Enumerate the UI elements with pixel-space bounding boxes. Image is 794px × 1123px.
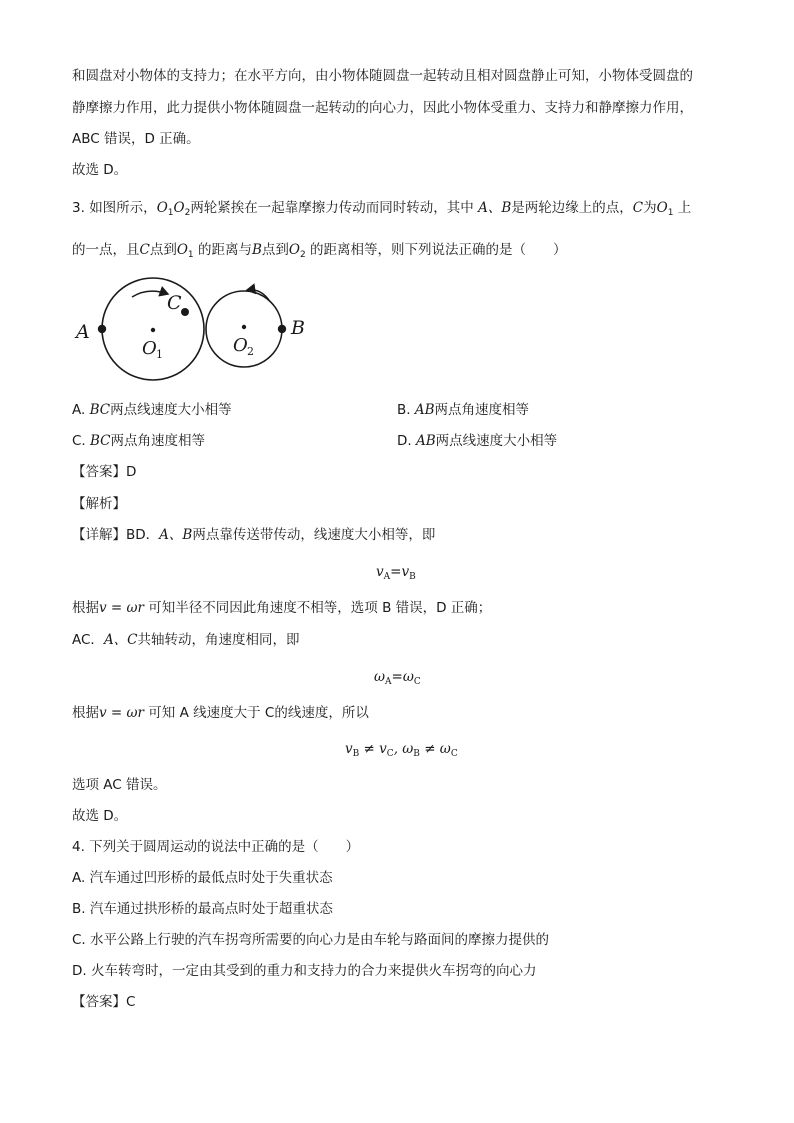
q3-conclusion: 故选 D。	[72, 808, 128, 824]
rotation-arrow-o1	[132, 291, 168, 297]
label-o2: O	[233, 335, 248, 356]
q3-option-d[interactable]: D. AB两点线速度大小相等	[397, 433, 558, 449]
q4-answer: 【答案】C	[72, 994, 136, 1010]
q3-detail-line-3: AC．A、C共轴转动，角速度相同，即	[72, 632, 300, 648]
svg-text:2: 2	[247, 345, 254, 358]
label-b: B	[291, 317, 305, 339]
q4-option-b[interactable]: B. 汽车通过拱形桥的最高点时处于超重状态	[72, 901, 333, 917]
q4-option-a[interactable]: A. 汽车通过凹形桥的最低点时处于失重状态	[72, 870, 333, 886]
q3-stem-line-2: 的一点，且C点到$O_1$ 的距离与B点到$O_2$ 的距离相等，则下列说法正确的是（ ）	[72, 242, 567, 260]
point-c	[181, 308, 189, 316]
q3-number: 3.	[72, 200, 85, 216]
q3-equation-inequalities: $v_B \ne v_C$, $\omega_B \ne \omega_C$	[345, 741, 458, 759]
q3-detail-line-1: 【详解】BD．A、B两点靠传送带传动，线速度大小相等，即	[72, 527, 436, 543]
q3-option-c[interactable]: C. BC两点角速度相等	[72, 433, 206, 449]
q3-analysis-heading: 【解析】	[72, 496, 126, 512]
label-o1: O	[142, 338, 157, 359]
q3-figure-two-wheels	[72, 272, 332, 392]
q3-detail-line-5: 选项 AC 错误。	[72, 777, 167, 793]
svg-text:1: 1	[156, 348, 163, 361]
center-o1	[151, 328, 155, 332]
center-o2	[242, 325, 246, 329]
point-b	[278, 325, 286, 333]
q3-equation-va-vb: $v_A=v_B$	[376, 564, 416, 582]
point-a	[98, 325, 106, 333]
q3-answer: 【答案】D	[72, 464, 137, 480]
q3-stem-line-1: 3. 如图所示，$O_1O_2$两轮紧挨在一起靠摩擦力传动而同时转动，其中 A、B是两轮边缘上的点，C为$O_1$ 上	[72, 200, 692, 218]
q2-text-line-2: 静摩擦力作用，此力提供小物体随圆盘一起转动的向心力，因此小物体受重力、支持力和静摩擦力作用，	[72, 100, 693, 116]
q3-detail-line-2: 根据v = ωr 可知半径不同因此角速度不相等，选项 B 错误，D 正确；	[72, 600, 492, 616]
q3-option-b[interactable]: B. AB两点角速度相等	[397, 402, 530, 418]
q3-detail-line-4: 根据v = ωr 可知 A 线速度大于 C的线速度，所以	[72, 705, 369, 721]
label-a: A	[76, 321, 90, 343]
q3-equation-wa-wc: $\omega_A=\omega_C$	[374, 669, 421, 687]
label-c: C	[167, 292, 182, 314]
q4-stem: 4. 下列关于圆周运动的说法中正确的是（ ）	[72, 839, 360, 855]
q2-text-line-1: 和圆盘对小物体的支持力；在水平方向，由小物体随圆盘一起转动且相对圆盘静止可知，小物体受圆盘的	[72, 68, 693, 84]
q3-option-a[interactable]: A. BC两点线速度大小相等	[72, 402, 232, 418]
q4-option-d[interactable]: D. 火车转弯时，一定由其受到的重力和支持力的合力来提供火车拐弯的向心力	[72, 963, 537, 979]
q4-option-c[interactable]: C. 水平公路上行驶的汽车拐弯所需要的向心力是由车轮与路面间的摩擦力提供的	[72, 932, 550, 948]
q2-conclusion: 故选 D。	[72, 162, 128, 178]
q2-text-line-3: ABC 错误，D 正确。	[72, 131, 200, 147]
